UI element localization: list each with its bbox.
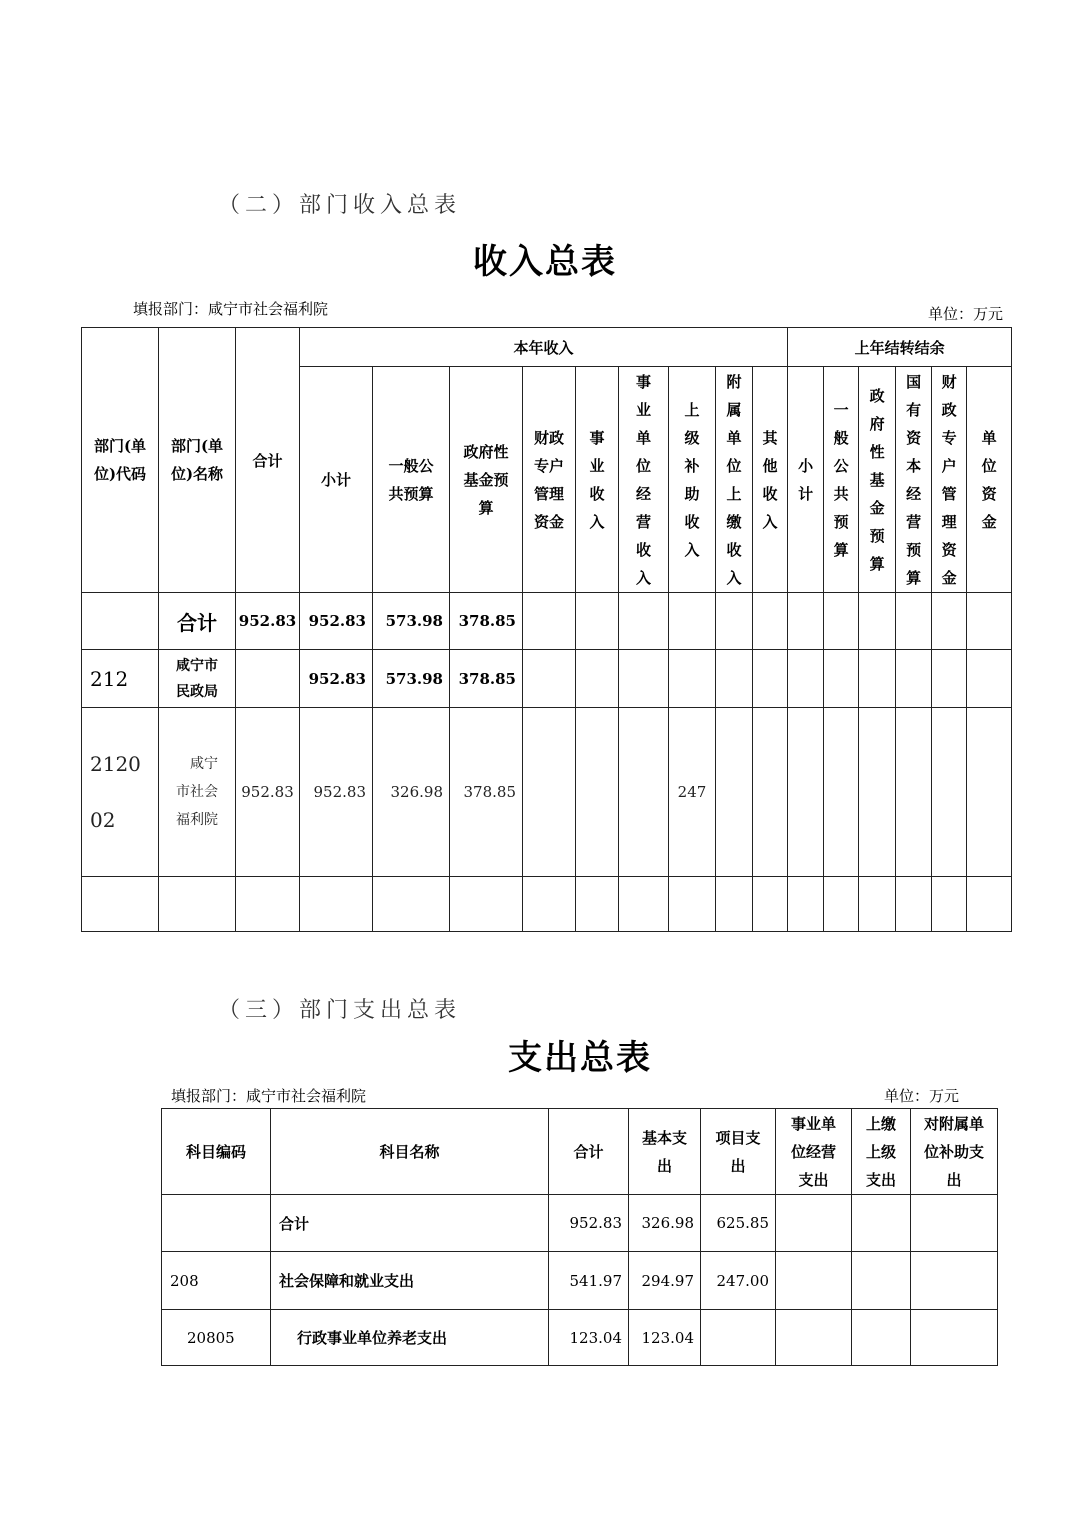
expense-unit: 单位：万元 (884, 1087, 960, 1105)
cell-name: 社会保障和就业支出 (271, 1252, 549, 1310)
cell-superior: 247 (669, 708, 716, 877)
expense-table-title: 支出总表 (508, 1038, 652, 1078)
cell-code: 212 (82, 650, 159, 708)
table-row (162, 1195, 998, 1252)
cell-name: 行政事业单位养老支出 (271, 1310, 549, 1366)
cell-superior (669, 650, 716, 708)
expense-section-heading: （三）部门支出总表 (218, 998, 462, 1023)
cell-total (236, 650, 300, 708)
cell-code: 212002 (82, 708, 159, 877)
header-carry-state-capital: 国有资本经营预算 (896, 367, 932, 593)
cell-project: 625.85 (701, 1195, 776, 1252)
expense-table (161, 1108, 998, 1366)
header-carryover: 上年结转结余 (788, 328, 1012, 367)
cell-total: 952.83 (549, 1195, 629, 1252)
cell-total: 952.83 (236, 593, 300, 650)
table-row (162, 1310, 998, 1366)
header-affiliated-remit: 附属单位上缴收入 (716, 367, 753, 593)
cell-code (162, 1195, 271, 1252)
cell-name: 合计 (159, 593, 236, 650)
header-general-budget: 一般公共预算 (373, 367, 450, 593)
cell-basic: 123.04 (629, 1310, 701, 1366)
header-basic: 基本支出 (629, 1109, 701, 1195)
cell-project: 247.00 (701, 1252, 776, 1310)
cell-subtotal: 952.83 (300, 650, 373, 708)
header-total: 合计 (236, 328, 300, 593)
cell-name: 咸宁市社会福利院 (159, 708, 236, 877)
cell-project (701, 1310, 776, 1366)
cell-superior (669, 593, 716, 650)
table-row (162, 1252, 998, 1310)
cell-total: 952.83 (236, 708, 300, 877)
header-subject-name: 科目名称 (271, 1109, 549, 1195)
header-carry-fiscal-special: 财政专户管理资金 (932, 367, 967, 593)
income-table (81, 327, 1012, 932)
income-section-heading: （二）部门收入总表 (218, 193, 462, 218)
cell-code: 208 (162, 1252, 271, 1310)
cell-code: 20805 (162, 1310, 271, 1366)
cell-gov-fund: 378.85 (450, 593, 523, 650)
table-row (82, 650, 1012, 708)
header-carry-unit-funds: 单位资金 (967, 367, 1012, 593)
table-row (82, 877, 1012, 932)
cell-subtotal: 952.83 (300, 593, 373, 650)
cell-code (82, 593, 159, 650)
header-business-income: 事业收入 (576, 367, 619, 593)
header-superior-subsidy: 上级补助收入 (669, 367, 716, 593)
cell-subtotal: 952.83 (300, 708, 373, 877)
header-gov-fund: 政府性基金预算 (450, 367, 523, 593)
header-total: 合计 (549, 1109, 629, 1195)
header-remit: 上缴上级支出 (852, 1109, 911, 1195)
expense-fill-dept: 填报部门：咸宁市社会福利院 (171, 1087, 367, 1105)
cell-gov-fund: 378.85 (450, 708, 523, 877)
header-carry-gov-fund: 政府性基金预算 (859, 367, 896, 593)
income-unit: 单位：万元 (928, 305, 1004, 323)
table-row (82, 593, 1012, 650)
header-subject-code: 科目编码 (162, 1109, 271, 1195)
header-carry-general: 一般公共预算 (824, 367, 859, 593)
income-fill-dept: 填报部门：咸宁市社会福利院 (133, 300, 329, 318)
cell-name: 咸宁市民政局 (159, 650, 236, 708)
cell-basic: 326.98 (629, 1195, 701, 1252)
header-current-year-income: 本年收入 (300, 328, 788, 367)
header-carry-subtotal: 小计 (788, 367, 824, 593)
cell-total: 541.97 (549, 1252, 629, 1310)
header-operating: 事业单位经营支出 (776, 1109, 852, 1195)
header-project: 项目支出 (701, 1109, 776, 1195)
cell-general: 573.98 (373, 650, 450, 708)
header-dept-name: 部门(单位)名称 (159, 328, 236, 593)
cell-basic: 294.97 (629, 1252, 701, 1310)
table-row (82, 708, 1012, 877)
header-operating-income: 事业单位经营收入 (619, 367, 669, 593)
cell-general: 326.98 (373, 708, 450, 877)
cell-name: 合计 (271, 1195, 549, 1252)
header-fiscal-special: 财政专户管理资金 (523, 367, 576, 593)
cell-total: 123.04 (549, 1310, 629, 1366)
header-dept-code: 部门(单位)代码 (82, 328, 159, 593)
cell-general: 573.98 (373, 593, 450, 650)
header-subtotal: 小计 (300, 367, 373, 593)
cell-gov-fund: 378.85 (450, 650, 523, 708)
income-table-title: 收入总表 (473, 242, 617, 282)
header-subsidy: 对附属单位补助支出 (911, 1109, 998, 1195)
header-other-income: 其他收入 (753, 367, 788, 593)
